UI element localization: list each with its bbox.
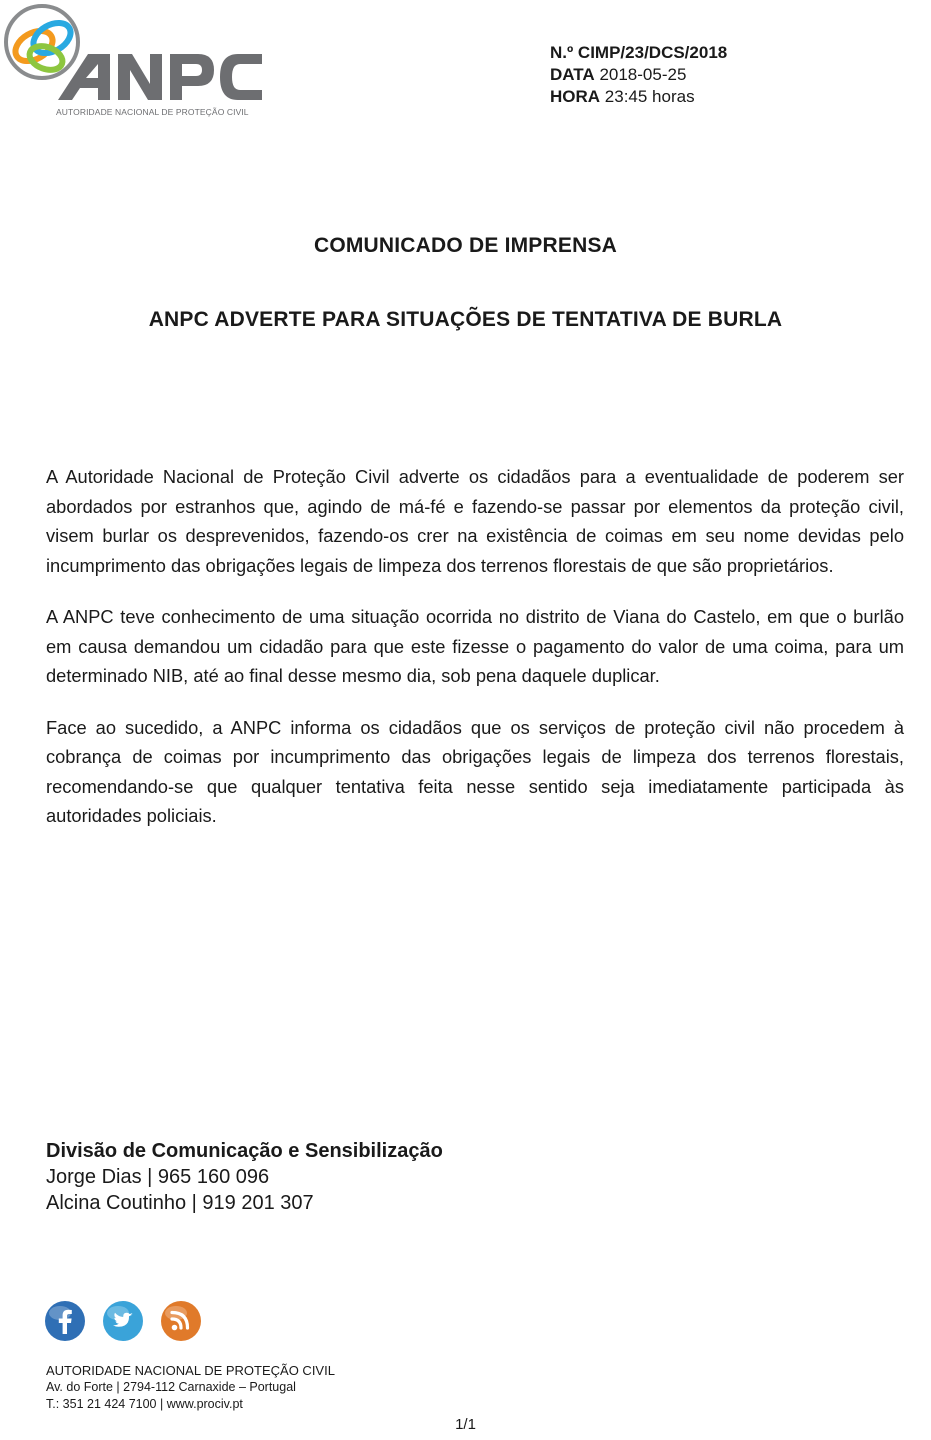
contact-block xyxy=(46,1138,443,1216)
footer-contacts: T.: 351 21 424 7100 | www.prociv.pt xyxy=(46,1397,243,1411)
page-number: 1/1 xyxy=(455,1416,476,1433)
footer-address: Av. do Forte | 2794-112 Carnaxide – Portugal xyxy=(46,1380,296,1394)
facebook-icon[interactable] xyxy=(44,1300,86,1342)
anpc-logo xyxy=(0,0,270,125)
contact-person: Alcina Coutinho | 919 201 307 xyxy=(46,1192,314,1214)
document-meta xyxy=(550,42,727,108)
paragraph: Face ao sucedido, a ANPC informa os cidadãos que os serviços de proteção civil não procedem à cobrança de coimas por incumprimento das obrigações legais de limpeza dos terrenos florestais, recomendando-se que qualquer tentativa feita nesse sentido seja imediatamente participada às autoridades policiais. xyxy=(46,716,904,826)
document-number: N.º CIMP/23/DCS/2018 xyxy=(550,43,728,62)
date-value: 2018-05-25 xyxy=(599,65,687,84)
page-title: COMUNICADO DE IMPRENSA xyxy=(313,234,618,257)
social-links xyxy=(44,1300,202,1342)
division-name: Divisão de Comunicação e Sensibilização xyxy=(46,1140,443,1162)
press-release-body xyxy=(46,462,904,853)
date-label: DATA xyxy=(550,65,595,84)
page-subtitle: ANPC ADVERTE PARA SITUAÇÕES DE TENTATIVA DE BURLA xyxy=(148,308,783,331)
time-label: HORA xyxy=(550,87,601,106)
paragraph: A Autoridade Nacional de Proteção Civil adverte os cidadãos para a eventualidade de poderem ser abordados por estranhos que, agindo de má-fé e fazendo-se passar por elementos da proteção civil, visem burlar os desprevenidos, fazendo-os crer na existência de coimas em seu nome devidas pelo incumprimento das obrigações legais de limpeza dos terrenos florestais de que são proprietários. xyxy=(46,466,904,576)
rss-icon[interactable] xyxy=(160,1300,202,1342)
contact-person: Jorge Dias | 965 160 096 xyxy=(46,1166,270,1188)
page-footer xyxy=(46,1362,335,1413)
time-value: 23:45 horas xyxy=(604,87,695,106)
footer-org: AUTORIDADE NACIONAL DE PROTEÇÃO CIVIL xyxy=(46,1363,335,1378)
logo-subtitle: AUTORIDADE NACIONAL DE PROTEÇÃO CIVIL xyxy=(56,107,249,117)
twitter-icon[interactable] xyxy=(102,1300,144,1342)
paragraph: A ANPC teve conhecimento de uma situação ocorrida no distrito de Viana do Castelo, em que o burlão em causa demandou um cidadão para que este fizesse o pagamento do valor de uma coima, para um determinado NIB, até ao final desse mesmo dia, sob pena daquele duplicar. xyxy=(46,606,904,686)
